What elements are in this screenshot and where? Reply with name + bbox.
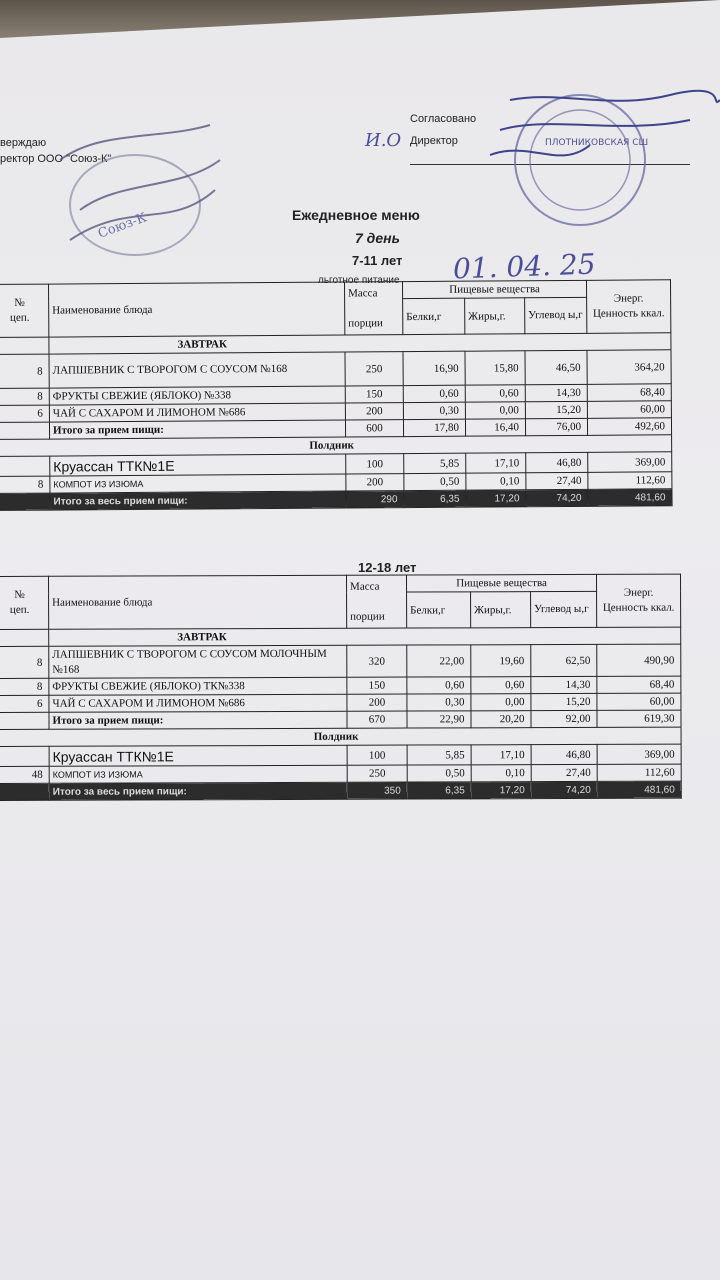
section-breakfast: ЗАВТРАК [49, 627, 681, 646]
col-header-energy: Энерг. Ценность ккал. [597, 574, 681, 627]
stamp-text: ПЛОТНИКОВСКАЯ СШ [545, 138, 649, 148]
meal-total-carbs: 76,00 [525, 418, 587, 435]
col-header-fat: Жиры,г. [471, 592, 531, 628]
fat-value: 0,60 [465, 385, 525, 402]
fat-value: 17,10 [471, 745, 531, 765]
meal-total-fat: 20,20 [471, 711, 531, 728]
grand-total-label: Итого за весь прием пищи: [49, 782, 347, 800]
energy-value: 112,60 [588, 472, 672, 490]
protein-value: 0,60 [403, 385, 465, 402]
energy-value: 60,00 [587, 401, 671, 419]
grand-total-mass: 350 [347, 782, 407, 799]
mass-value: 320 [347, 645, 407, 677]
fat-value: 0,00 [471, 694, 531, 711]
meal-total-energy: 619,30 [597, 710, 681, 727]
approve-right-line2: Директор [410, 135, 458, 147]
approve-left-line2: ректор ООО "Союз-К" [0, 153, 112, 165]
section-snack: Полдник [0, 727, 681, 746]
rec-no [0, 456, 50, 476]
mass-value: 250 [347, 765, 407, 782]
protein-value: 16,90 [403, 351, 465, 385]
carbs-value: 46,80 [526, 452, 588, 472]
energy-value: 112,60 [597, 764, 681, 781]
dish-name: Круассан ТТК№1Е [50, 454, 346, 476]
col-header-dish: Наименование блюда [49, 575, 347, 629]
meal-total-label: Итого за прием пищи: [49, 420, 345, 439]
energy-value: 369,00 [597, 744, 681, 764]
dish-name: КОМПОТ ИЗ ИЗЮМА [50, 474, 346, 493]
carbs-value: 27,40 [531, 764, 597, 781]
rec-no: 6 [0, 405, 49, 422]
grand-total-fat: 17,20 [466, 490, 526, 507]
meal-total-mass: 670 [347, 711, 407, 728]
handwritten-date: 01. 04. 25 [452, 247, 597, 286]
carbs-value: 15,20 [525, 401, 587, 418]
col-header-nutrients: Пищевые вещества [406, 574, 596, 592]
carbs-value: 46,80 [531, 744, 597, 764]
mass-value: 100 [346, 454, 404, 474]
dish-name: ФРУКТЫ СВЕЖИЕ (ЯБЛОКО) ТК№338 [49, 677, 347, 695]
section-snack: Полдник [0, 435, 672, 457]
menu-table-7-11 [0, 279, 673, 511]
grand-total-carbs: 74,20 [531, 781, 597, 798]
rec-no: 8 [0, 678, 49, 695]
fat-value: 0,10 [466, 473, 526, 490]
protein-value: 22,00 [407, 645, 471, 677]
energy-value: 364,20 [587, 350, 671, 385]
carbs-value: 27,40 [526, 472, 588, 489]
energy-value: 68,40 [587, 384, 671, 402]
rec-no: 8 [0, 476, 50, 493]
dish-name: ЛАПШЕВНИК С ТВОРОГОМ С СОУСОМ МОЛОЧНЫМ №168 [49, 645, 347, 678]
col-header-mass: Масса порции [346, 575, 406, 628]
col-header-rec: № цеп. [0, 284, 49, 337]
rec-no [0, 746, 49, 766]
col-header-mass: Масса порции [344, 282, 402, 335]
page-title: Ежедневное меню [292, 207, 420, 223]
protein-value: 0,30 [407, 694, 471, 711]
mass-value: 200 [346, 474, 404, 491]
fat-value: 0,10 [471, 765, 531, 782]
handwritten-io: И.О [365, 130, 402, 151]
subtitle: льготное питание [318, 275, 400, 286]
grand-total-energy: 481,60 [597, 781, 681, 798]
carbs-value: 15,20 [531, 693, 597, 710]
age-group-1: 7-11 лет [352, 253, 403, 268]
energy-value: 490,90 [597, 644, 681, 676]
fat-value: 0,00 [465, 402, 525, 419]
col-header-energy: Энерг. Ценность ккал. [587, 280, 671, 334]
meal-total-mass: 600 [345, 420, 403, 437]
col-header-carbs: Углевод ы,г [525, 297, 587, 333]
energy-value: 68,40 [597, 676, 681, 693]
left-signature-stamp [40, 120, 240, 270]
grand-total-label: Итого за весь прием пищи: [50, 491, 346, 510]
protein-value: 0,50 [407, 765, 471, 782]
energy-value: 60,00 [597, 693, 681, 710]
fat-value: 15,80 [465, 351, 525, 385]
carbs-value: 62,50 [531, 644, 597, 676]
menu-table-12-18 [0, 574, 682, 801]
fat-value: 19,60 [471, 645, 531, 677]
mass-value: 200 [347, 694, 407, 711]
age-group-2: 12-18 лет [358, 560, 417, 575]
energy-value: 369,00 [588, 452, 672, 473]
rec-no: 48 [0, 766, 49, 783]
dish-name: Круассан ТТК№1Е [49, 745, 347, 766]
dish-name: ЧАЙ С САХАРОМ И ЛИМОНОМ №686 [49, 694, 347, 712]
col-header-nutrients: Пищевые вещества [402, 280, 586, 298]
protein-value: 5,85 [404, 453, 466, 473]
meal-total-protein: 22,90 [407, 711, 471, 728]
mass-value: 200 [345, 403, 403, 420]
grand-total-mass: 290 [346, 491, 404, 508]
col-header-dish: Наименование блюда [49, 282, 345, 337]
carbs-value: 14,30 [525, 384, 587, 401]
mass-value: 100 [347, 745, 407, 765]
carbs-value: 46,50 [525, 350, 587, 384]
rec-no: 8 [0, 354, 49, 388]
rec-no: 6 [0, 695, 49, 712]
col-header-protein: Белки,г [403, 298, 465, 334]
col-header-fat: Жиры,г. [465, 298, 525, 334]
meal-total-protein: 17,80 [403, 419, 465, 436]
approve-right-line1: Согласовано [410, 113, 477, 125]
grand-total-protein: 6,35 [407, 782, 471, 799]
grand-total-carbs: 74,20 [526, 489, 588, 506]
col-header-carbs: Углевод ы,г [531, 591, 597, 627]
dish-name: ЧАЙ С САХАРОМ И ЛИМОНОМ №686 [49, 403, 345, 422]
meal-total-energy: 492,60 [587, 418, 671, 436]
right-signature-stamp [470, 70, 720, 230]
fat-value: 17,10 [466, 453, 526, 473]
left-stamp-text: Союз-К [96, 210, 149, 242]
meal-total-label: Итого за прием пищи: [49, 711, 347, 729]
dish-name: КОМПОТ ИЗ ИЗЮМА [49, 765, 347, 783]
mass-value: 250 [345, 352, 403, 386]
protein-value: 5,85 [407, 745, 471, 765]
meal-total-carbs: 92,00 [531, 710, 597, 727]
dish-name: ФРУКТЫ СВЕЖИЕ (ЯБЛОКО) №338 [49, 386, 345, 405]
grand-total-protein: 6,35 [404, 490, 466, 507]
rec-no: 8 [0, 646, 49, 678]
protein-value: 0,30 [403, 402, 465, 419]
dish-name: ЛАПШЕВНИК С ТВОРОГОМ С СОУСОМ №168 [49, 352, 345, 388]
section-breakfast: ЗАВТРАК [49, 333, 671, 354]
rec-no: 8 [0, 388, 49, 405]
grand-total-energy: 481,60 [588, 489, 672, 507]
meal-total-fat: 16,40 [465, 419, 525, 436]
protein-value: 0,50 [404, 473, 466, 490]
col-header-protein: Белки,г [407, 592, 471, 628]
mass-value: 150 [345, 386, 403, 403]
fat-value: 0,60 [471, 677, 531, 694]
protein-value: 0,60 [407, 677, 471, 694]
mass-value: 150 [347, 677, 407, 694]
carbs-value: 14,30 [531, 676, 597, 693]
approve-left-line1: верждаю [0, 137, 47, 149]
col-header-rec: № цеп. [0, 576, 49, 629]
grand-total-fat: 17,20 [471, 782, 531, 799]
day-label: 7 день [355, 230, 400, 246]
